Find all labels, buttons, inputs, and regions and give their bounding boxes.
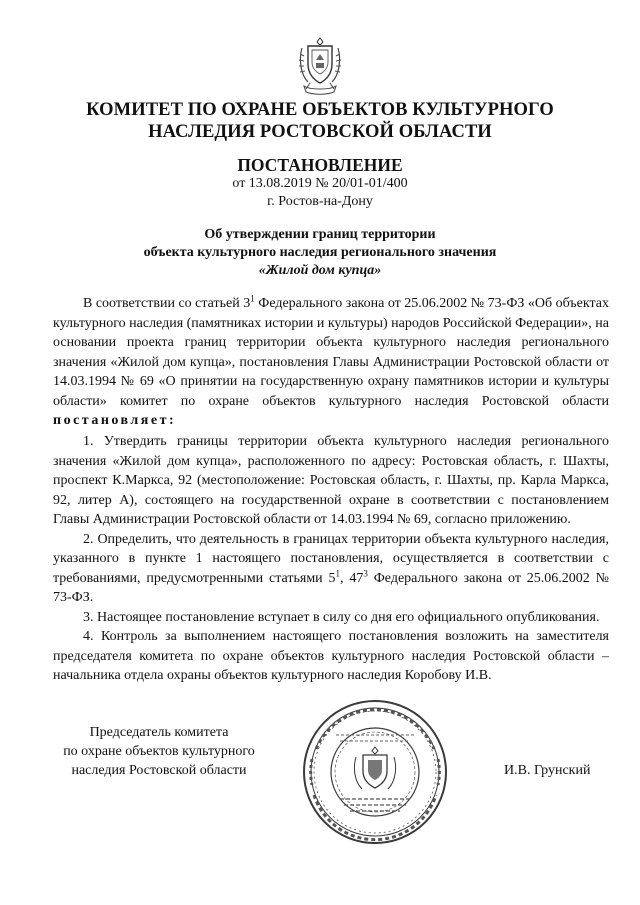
item-2-text-3: Федерального закона от 25.06.2002 № 73-ФЗ. xyxy=(53,570,610,605)
item-2-text-1: 2. Определить, что деятельность в границах территории объекта культурного наследия, указанного в пункте 1 настоящего постановления, осуществляется в соответствии с требованиями, предусмотренными статьями 5 xyxy=(53,531,609,586)
subject-line-1: Об утверждении границ территории xyxy=(204,227,436,242)
decree-items xyxy=(53,432,609,686)
organization-name xyxy=(60,99,580,143)
preamble-superscript: 1 xyxy=(250,293,255,304)
signer-position-line-1: Председатель комитета xyxy=(89,725,229,740)
org-line-1: КОМИТЕТ ПО ОХРАНЕ ОБЪЕКТОВ КУЛЬТУРНОГО xyxy=(86,100,554,120)
item-2-superscript-2: 3 xyxy=(363,567,368,578)
document-title: ПОСТАНОВЛЕНИЕ xyxy=(237,155,403,175)
signer-position xyxy=(52,723,266,780)
item-2-text-2: , 47 xyxy=(340,570,364,586)
item-3: 3. Настоящее постановление вступает в силу со дня его официального опубликования. xyxy=(83,609,600,625)
document-date-number: от 13.08.2019 № 20/01-01/400 xyxy=(232,176,408,191)
item-2-superscript-1: 1 xyxy=(335,567,341,578)
document-subject xyxy=(60,226,580,280)
decree-word: постановляет: xyxy=(53,413,177,428)
seal-icon xyxy=(300,697,450,847)
preamble-text-2: Федерального закона от 25.06.2002 № 73-ФЗ «Об объектах культурного наследия (памятниках истории и культуры) народов Российской Федерации», на основании проекта границ территории объекта культурного наследия регионального значения «Жилой дом купца», постановления Главы Администрации Ростовской области от 14.03.1994 № 69 «О принятии на государственную охрану памятников истории и культуры области» комитет по охране объектов культурного наследия Ростовской области xyxy=(53,296,610,409)
item-2 xyxy=(53,530,609,608)
coat-of-arms-icon xyxy=(296,36,344,96)
signer-position-line-2: по охране объектов культурного xyxy=(63,744,255,759)
item-1: 1. Утвердить границы территории объекта культурного наследия регионального значения «Жилой дом купца», расположенного по адресу: Ростовская область, г. Шахты, проспект К.Маркса, 92 (местоположение: Ростовская область, г. Шахты, пр. Карла Маркса, 92, литер А), состоящего на государственной охране в соответствии с постановлением Главы Администрации Ростовской области от 14.03.1994 № 69, согласно приложению. xyxy=(53,434,609,527)
signer-name: И.В. Грунский xyxy=(504,763,591,778)
preamble-paragraph xyxy=(53,294,609,431)
org-line-2: НАСЛЕДИЯ РОСТОВСКОЙ ОБЛАСТИ xyxy=(148,122,492,142)
document-city: г. Ростов-на-Дону xyxy=(267,194,373,209)
signer-position-line-3: наследия Ростовской области xyxy=(71,763,247,778)
preamble-text-1: В соответствии со статьей 3 xyxy=(83,296,251,311)
subject-line-3: «Жилой дом купца» xyxy=(258,263,382,278)
item-4: 4. Контроль за выполнением настоящего постановления возложить на заместителя председателя комитета по охране объектов культурного наследия Ростовской области – начальника отдела охраны объектов культурного наследия Коробову И.В. xyxy=(53,629,609,683)
subject-line-2: объекта культурного наследия регионального значения xyxy=(143,245,497,260)
